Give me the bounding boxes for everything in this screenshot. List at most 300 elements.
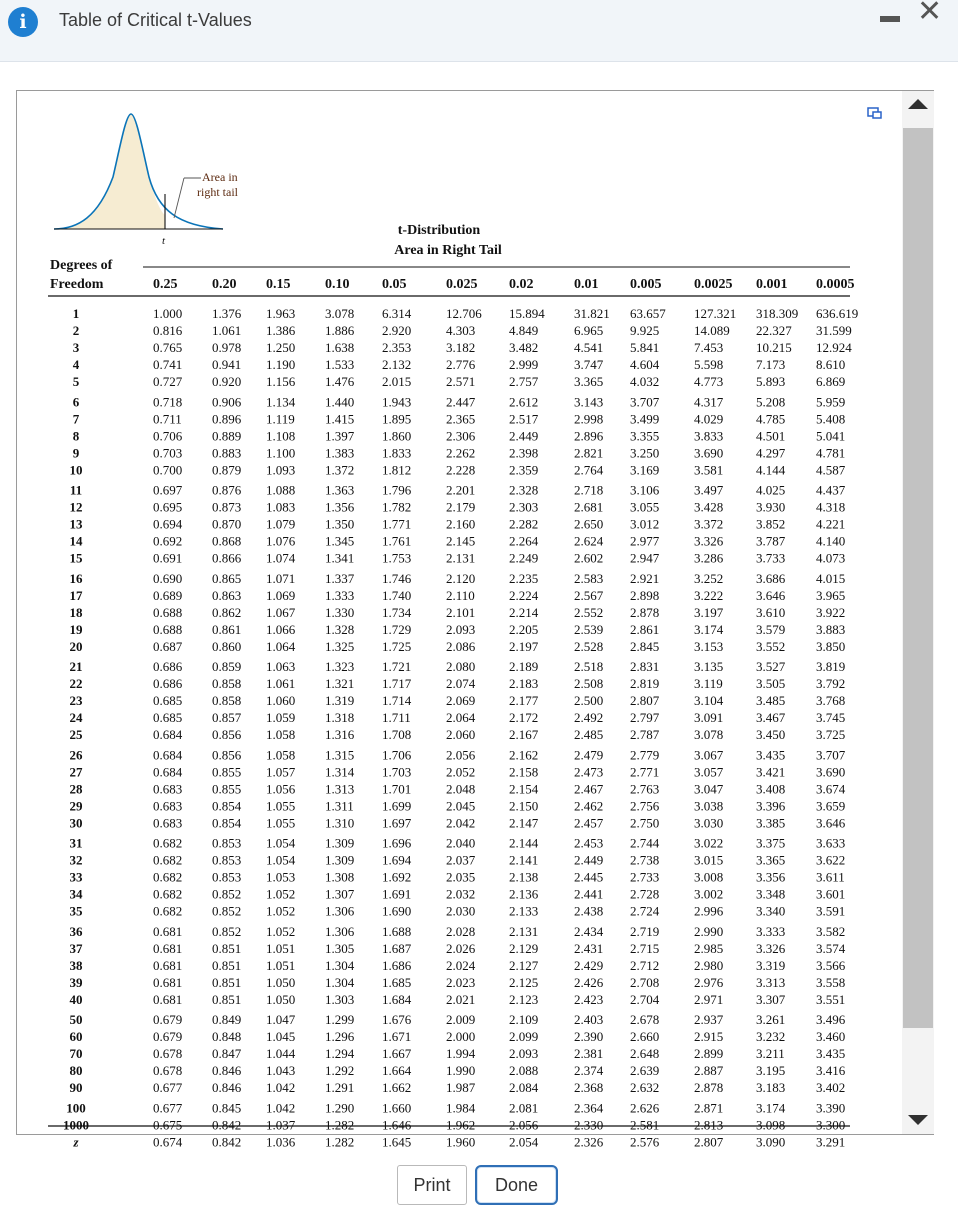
table-cell: 2.330 [574,1117,604,1133]
table-cell: 1.697 [382,815,412,831]
table-panel [16,90,934,1150]
table-cell: 1.119 [266,411,295,427]
table-cell: 2.144 [509,835,539,851]
table-cell: 2.088 [509,1063,539,1079]
table-cell: 0.857 [212,710,242,726]
table-cell: 0.679 [153,1029,183,1045]
table-cell: 3.252 [694,570,724,586]
col-header-8: 0.005 [630,277,662,292]
table-cell: 3.365 [756,852,786,868]
table-cell: 2.807 [694,1134,724,1150]
table-cell: 1.088 [266,482,296,498]
table-cell: 0.853 [212,835,242,851]
table-cell: 1.782 [382,499,412,515]
table-cell: 1.043 [266,1063,296,1079]
table-cell: 0.856 [212,747,242,763]
table-cell: 2.453 [574,835,604,851]
table-cell: 3.104 [694,693,724,709]
table-cell: 0.866 [212,550,242,566]
table-cell: 3.930 [756,499,786,515]
table-cell: 0.851 [212,974,242,990]
table-cell: 1.321 [325,676,355,692]
df-label: 25 [69,727,83,743]
table-cell: 2.449 [574,852,604,868]
table-cell: 2.518 [574,659,604,674]
table-cell: 2.728 [630,886,660,902]
df-label: 9 [72,445,80,461]
table-cell: 2.718 [574,482,604,498]
df-label: 37 [69,940,83,956]
table-cell: 2.030 [446,903,476,919]
table-cell: 2.712 [630,957,660,973]
vertical-scrollbar[interactable] [902,91,934,1134]
table-cell: 2.449 [509,428,539,444]
table-cell: 2.733 [630,869,660,885]
table-cell: 3.340 [756,903,786,919]
table-cell: 1.746 [382,570,412,586]
table-cell: 0.685 [153,693,183,709]
table-cell: 0.860 [212,638,242,654]
table-cell: 3.467 [756,710,786,726]
table-cell: 2.086 [446,638,476,654]
table-cell: 1.314 [325,764,355,780]
table-cell: 3.002 [694,886,724,902]
table-cell: 1.061 [266,676,296,692]
table-cell: 2.887 [694,1063,724,1079]
area-label-line2: right tail [197,185,238,199]
table-cell: 2.205 [509,621,539,637]
table-cell: 3.091 [694,710,724,726]
table-cell: 0.852 [212,886,242,902]
table-cell: 4.317 [694,394,724,410]
table-cell: 2.145 [446,533,476,549]
table-cell: 2.056 [509,1117,539,1133]
table-cell: 1.699 [382,798,412,814]
table-cell: 1.055 [266,798,296,814]
table-cell: 0.842 [212,1117,242,1133]
table-cell: 1.761 [382,533,412,549]
col-header-7: 0.01 [574,277,599,292]
table-cell: 3.232 [756,1029,786,1045]
table-cell: 1.796 [382,482,412,498]
table-cell: 0.865 [212,570,242,586]
table-cell: 1.045 [266,1029,296,1045]
table-cell: 2.037 [446,852,476,868]
table-cell: 2.423 [574,991,604,1007]
table-cell: 1.383 [325,445,355,461]
table-cell: 0.896 [212,411,242,427]
table-cell: 2.845 [630,638,660,654]
table-cell: 1.684 [382,991,412,1007]
df-label: 1 [72,306,80,321]
table-cell: 2.517 [509,411,539,427]
table-cell: 1.990 [446,1063,476,1079]
df-label: 6 [72,394,80,410]
table-cell: 1.325 [325,638,355,654]
table-cell: 3.078 [325,306,355,321]
table-cell: 1.333 [325,587,355,603]
df-label: 7 [72,411,80,427]
table-cell: 0.682 [153,835,183,851]
table-cell: 1.071 [266,570,296,586]
table-cell: 0.854 [212,815,242,831]
table-cell: 3.333 [756,923,786,939]
done-button[interactable]: Done [475,1165,558,1205]
table-cell: 3.850 [816,638,846,654]
table-cell: 4.773 [694,374,724,390]
table-cell: 1.341 [325,550,355,566]
table-cell: 5.598 [694,357,724,373]
table-cell: 1.337 [325,570,355,586]
table-cell: 2.024 [446,957,476,973]
table-cell: 2.797 [630,710,660,726]
table-cell: 0.847 [212,1046,242,1062]
table-cell: 3.015 [694,852,724,868]
table-cell: 3.460 [816,1029,846,1045]
table-cell: 1.660 [382,1100,412,1116]
print-button[interactable]: Print [397,1165,467,1205]
table-cell: 3.421 [756,764,786,780]
df-label: 60 [69,1029,83,1045]
table-cell: 1.296 [325,1029,355,1045]
table-cell: 2.189 [509,659,539,674]
table-cell: 1.292 [325,1063,355,1079]
table-cell: 1.386 [266,323,296,339]
table-cell: 3.725 [816,727,846,743]
table-cell: 3.135 [694,659,724,674]
table-cell: 1.057 [266,764,296,780]
table-cell: 3.090 [756,1134,786,1150]
table-cell: 0.853 [212,869,242,885]
table-cell: 3.450 [756,727,786,743]
table-cell: 2.009 [446,1012,476,1027]
table-cell: 2.000 [446,1029,476,1045]
table-cell: 2.576 [630,1134,660,1150]
table-cell: 0.941 [212,357,242,373]
table-cell: 2.147 [509,815,539,831]
table-cell: 1.054 [266,852,296,868]
table-cell: 1.717 [382,676,412,692]
minimize-icon[interactable] [880,16,900,22]
table-cell: 0.849 [212,1012,242,1027]
table-cell: 3.408 [756,781,786,797]
table-cell: 1.345 [325,533,355,549]
table-cell: 1.714 [382,693,412,709]
table-cell: 4.785 [756,411,786,427]
table-cell: 4.029 [694,411,724,427]
table-cell: 2.738 [630,852,660,868]
table-cell: 2.441 [574,886,604,902]
table-cell: 1.309 [325,835,355,851]
table-cell: 0.879 [212,462,242,478]
table-cell: 3.852 [756,516,786,532]
table-cell: 3.222 [694,587,724,603]
table-cell: 1.994 [446,1046,476,1062]
table-cell: 0.682 [153,852,183,868]
table-cell: 2.172 [509,710,539,726]
table-cell: 3.174 [756,1100,786,1116]
table-cell: 1.042 [266,1080,296,1096]
table-cell: 2.715 [630,940,660,956]
table-cell: 3.313 [756,974,786,990]
table-cell: 2.896 [574,428,604,444]
table-cell: 1.000 [153,306,183,321]
table-cell: 2.704 [630,991,660,1007]
table-cell: 1.308 [325,869,355,885]
table-cell: 2.364 [574,1100,604,1116]
table-cell: 3.030 [694,815,724,831]
table-cell: 5.041 [816,428,846,444]
table-cell: 2.990 [694,923,724,939]
df-label: 23 [69,693,83,709]
col-header-4: 0.05 [382,277,407,292]
table-cell: 2.074 [446,676,476,692]
table-cell: 0.683 [153,815,183,831]
df-label: 32 [69,852,83,868]
table-cell: 1.059 [266,710,296,726]
table-cell: 2.303 [509,499,539,515]
table-cell: 6.965 [574,323,604,339]
table-cell: 2.971 [694,991,724,1007]
table-cell: 2.861 [630,621,660,637]
table-cell: 0.852 [212,903,242,919]
table-cell: 1.069 [266,587,296,603]
table-cell: 0.686 [153,676,183,692]
table-cell: 1.282 [325,1117,355,1133]
table-cell: 0.873 [212,499,242,515]
table-cell: 4.221 [816,516,846,532]
table-cell: 1.299 [325,1012,355,1027]
table-cell: 2.779 [630,747,660,763]
table-cell: 2.639 [630,1063,660,1079]
table-cell: 2.132 [382,357,412,373]
table-cell: 1.440 [325,394,355,410]
table-cell: 2.133 [509,903,539,919]
table-cell: 3.646 [756,587,786,603]
table-cell: 0.859 [212,659,242,674]
table-cell: 1.306 [325,923,355,939]
table-cell: 1.079 [266,516,296,532]
table-cell: 0.852 [212,923,242,939]
df-label: 22 [69,676,83,692]
table-cell: 3.153 [694,638,724,654]
table-cell: 1.812 [382,462,412,478]
table-cell: 3.008 [694,869,724,885]
table-cell: 1.050 [266,991,296,1007]
table-cell: 2.764 [574,462,604,478]
table-cell: 1.415 [325,411,355,427]
table-cell: 2.110 [446,587,475,603]
table-cell: 3.574 [816,940,846,956]
table-cell: 2.807 [630,693,660,709]
table-cell: 12.924 [816,340,852,356]
table-cell: 0.700 [153,462,183,478]
info-icon: i [8,7,38,37]
df-label: 24 [69,710,83,726]
table-cell: 1.047 [266,1012,296,1027]
table-cell: 1.701 [382,781,412,797]
table-cell: 3.792 [816,676,846,692]
table-cell: 3.250 [630,445,660,461]
table-cell: 1.044 [266,1046,296,1062]
table-cell: 0.842 [212,1134,242,1150]
table-cell: 3.356 [756,869,786,885]
table-cell: 3.169 [630,462,660,478]
table-cell: 0.848 [212,1029,242,1045]
table-cell: 3.610 [756,604,786,620]
scroll-thumb[interactable] [903,128,933,1028]
table-cell: 3.055 [630,499,660,515]
table-cell: 1.703 [382,764,412,780]
table-cell: 2.141 [509,852,539,868]
table-cell: 0.697 [153,482,183,498]
table-cell: 2.381 [574,1046,604,1062]
table-cell: 2.787 [630,727,660,743]
table-cell: 3.355 [630,428,660,444]
table-cell: 2.985 [694,940,724,956]
table-cell: 6.314 [382,306,412,321]
table-cell: 0.691 [153,550,183,566]
table-cell: 2.060 [446,727,476,743]
expand-icon[interactable] [867,106,883,120]
table-cell: 3.551 [816,991,846,1007]
table-cell: 2.158 [509,764,539,780]
table-cell: 2.129 [509,940,539,956]
table-cell: 2.500 [574,693,604,709]
table-cell: 2.429 [574,957,604,973]
table-cell: 0.853 [212,852,242,868]
table-cell: 0.851 [212,957,242,973]
scroll-content [18,92,902,1150]
table-cell: 3.485 [756,693,786,709]
table-cell: 2.084 [509,1080,539,1096]
table-cell: 1.397 [325,428,355,444]
table-cell: 3.197 [694,604,724,620]
table-cell: 1.307 [325,886,355,902]
table-cell: 2.109 [509,1012,539,1027]
table-cell: 1.134 [266,394,296,410]
table-cell: 2.750 [630,815,660,831]
table-cell: 1.309 [325,852,355,868]
table-cell: 1.053 [266,869,296,885]
table-cell: 2.528 [574,638,604,654]
table-cell: 2.197 [509,638,539,654]
table-cell: 0.863 [212,587,242,603]
df-label: 11 [69,482,83,498]
table-cell: 2.390 [574,1029,604,1045]
table-cell: 1.190 [266,357,296,373]
scroll-up-arrow-icon[interactable] [908,99,928,109]
df-label: 27 [69,764,83,780]
table-cell: 1.645 [382,1134,412,1150]
table-cell: 2.045 [446,798,476,814]
table-cell: 2.976 [694,974,724,990]
table-cell: 1.356 [325,499,355,515]
df-label: 1000 [63,1117,89,1133]
table-cell: 2.583 [574,570,604,586]
table-cell: 3.022 [694,835,724,851]
table-cell: 3.326 [694,533,724,549]
table-cell: 0.678 [153,1063,183,1079]
table-cell: 3.745 [816,710,846,726]
table-cell: 2.626 [630,1100,660,1116]
table-cell: 0.681 [153,974,183,990]
table-cell: 2.921 [630,570,660,586]
table-cell: 2.131 [446,550,476,566]
df-label: z [73,1134,79,1150]
df-label: 20 [69,638,83,654]
table-cell: 1.771 [382,516,412,532]
table-cell: 31.821 [574,306,610,321]
table-cell: 9.925 [630,323,660,339]
table-cell: 0.692 [153,533,183,549]
table-cell: 0.846 [212,1080,242,1096]
table-cell: 0.684 [153,727,183,743]
table-cell: 0.889 [212,428,242,444]
table-cell: 3.057 [694,764,724,780]
table-cell: 3.552 [756,638,786,654]
table-cell: 1.686 [382,957,412,973]
table-cell: 3.300 [816,1117,846,1133]
df-label: 34 [69,886,83,902]
df-label: 13 [69,516,83,532]
table-cell: 2.048 [446,781,476,797]
table-cell: 3.499 [630,411,660,427]
table-cell: 1.963 [266,306,296,321]
table-cell: 2.125 [509,974,539,990]
table-cell: 2.878 [630,604,660,620]
table-cell: 1.711 [382,710,411,726]
table-cell: 2.374 [574,1063,604,1079]
table-cell: 1.987 [446,1080,476,1096]
table-cell: 4.073 [816,550,846,566]
table-cell: 1.318 [325,710,355,726]
table-cell: 3.497 [694,482,724,498]
table-cell: 2.201 [446,482,476,498]
table-cell: 1.037 [266,1117,296,1133]
scroll-down-arrow-icon[interactable] [908,1115,928,1125]
table-cell: 3.106 [630,482,660,498]
table-cell: 1.328 [325,621,355,637]
dialog-titlebar [0,0,958,62]
df-label: 80 [69,1063,83,1079]
table-cell: 2.353 [382,340,412,356]
table-cell: 0.706 [153,428,183,444]
table-cell: 4.587 [816,462,846,478]
table-cell: 4.032 [630,374,660,390]
table-cell: 2.120 [446,570,476,586]
table-cell: 3.787 [756,533,786,549]
table-cell: 2.282 [509,516,539,532]
table-cell: 2.479 [574,747,604,763]
df-label: 100 [66,1100,86,1116]
table-cell: 5.408 [816,411,846,427]
table-cell: 0.684 [153,747,183,763]
table-cell: 5.208 [756,394,786,410]
table-cell: 1.943 [382,394,412,410]
table-cell: 3.922 [816,604,846,620]
df-label: 15 [69,550,83,566]
table-cell: 3.182 [446,340,476,356]
df-label: 5 [72,374,80,390]
table-cell: 2.821 [574,445,604,461]
table-cell: 2.101 [446,604,476,620]
table-cell: 0.674 [153,1134,183,1150]
table-cell: 0.741 [153,357,183,373]
table-cell: 0.682 [153,886,183,902]
table-cell: 0.883 [212,445,242,461]
close-icon[interactable]: ✕ [917,0,943,28]
